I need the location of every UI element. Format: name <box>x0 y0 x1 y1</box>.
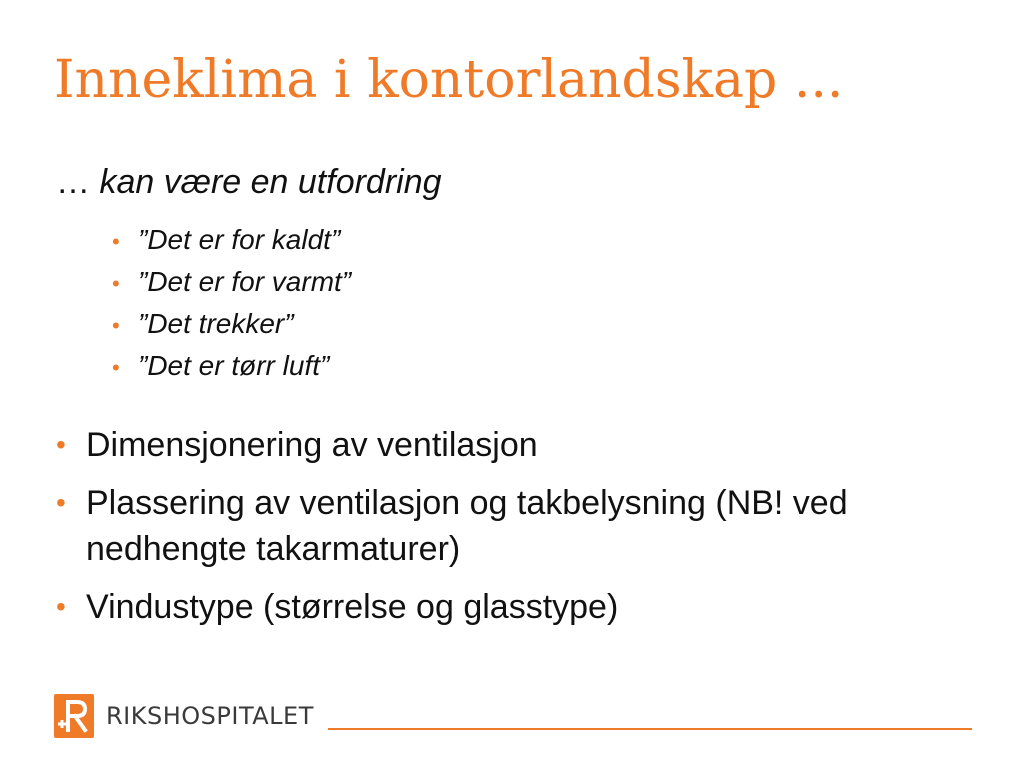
rikshospitalet-r-logo-icon <box>54 694 94 738</box>
bullet-icon: • <box>112 229 120 254</box>
quote-item <box>112 346 351 388</box>
point-item <box>56 422 956 468</box>
point-text: Dimensjonering av ventilasjon <box>86 426 538 464</box>
point-text: Vindustype (størrelse og glasstype) <box>86 588 619 626</box>
bullet-icon: • <box>112 271 120 296</box>
footer-divider <box>328 728 972 730</box>
quote-item <box>112 220 351 262</box>
slide-title: Inneklima i kontorlandskap ... <box>54 50 844 110</box>
logo-text: RIKSHOSPITALET <box>106 702 314 730</box>
intro-text: kan være en utfordring <box>99 163 442 201</box>
quote-text: ”Det er for varmt” <box>138 266 352 297</box>
quote-list <box>112 220 351 388</box>
point-item <box>56 480 956 572</box>
bullet-icon: • <box>112 313 120 338</box>
footer-logo <box>54 694 314 738</box>
quote-item <box>112 304 351 346</box>
bullet-icon: • <box>56 591 66 622</box>
bullet-icon: • <box>56 487 66 518</box>
point-list <box>56 422 956 642</box>
quote-text: ”Det er for kaldt” <box>138 224 341 255</box>
bullet-icon: • <box>56 429 66 460</box>
bullet-icon: • <box>112 355 120 380</box>
point-text: Plassering av ventilasjon og takbelysning (NB! ved nedhengte takarmaturer) <box>86 484 848 568</box>
intro-ellipsis: … <box>56 163 90 201</box>
quote-text: ”Det trekker” <box>138 308 294 339</box>
point-item <box>56 584 956 630</box>
quote-text: ”Det er tørr luft” <box>138 350 330 381</box>
intro-line <box>56 162 442 203</box>
quote-item <box>112 262 351 304</box>
